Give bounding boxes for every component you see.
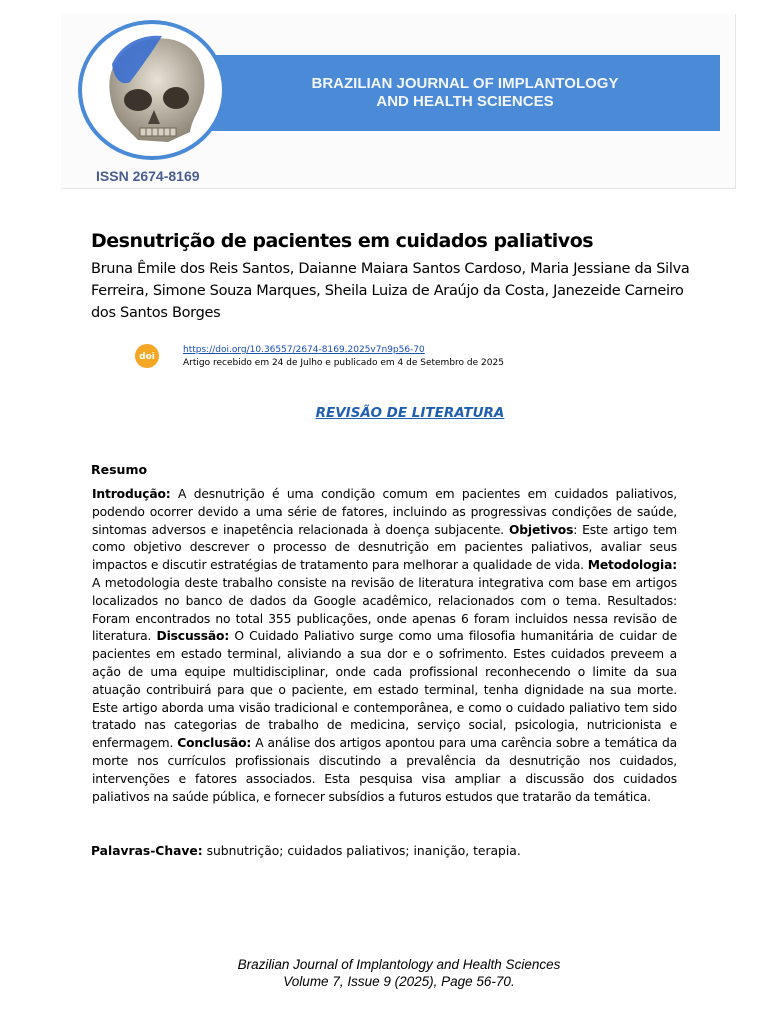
doi-icon <box>133 343 161 369</box>
conclusion-text: A análise dos artigos apontou para uma carência sobre a temática da morte nos currículos profissionais discutindo a prevalência da desnutrição nos cuidados, intervenções e fatores associados. Esta pesquisa visa ampliar a discussão dos cuidados paliativos na saúde pública, e fornecer subsídios a futuros estudos que tratarão da temática. <box>92 736 677 804</box>
footer-journal: Brazilian Journal of Implantology and Health Sciences <box>237 957 561 972</box>
keywords-text: subnutrição; cuidados paliativos; inanição, terapia. <box>202 844 521 858</box>
article-title: Desnutrição de pacientes em cuidados paliativos <box>91 230 594 252</box>
journal-name-line2: AND HEALTH SCIENCES <box>376 93 554 110</box>
methodology-label: Metodologia: <box>587 558 677 573</box>
discussion-label: Discussão: <box>156 629 230 644</box>
footer-citation: Volume 7, Issue 9 (2025), Page 56-70. <box>283 974 515 989</box>
journal-name-line1: BRAZILIAN JOURNAL OF IMPLANTOLOGY <box>311 75 619 92</box>
objectives-label: Objetivos <box>508 522 574 537</box>
article-authors: Bruna Êmile dos Reis Santos, Daianne Maiara Santos Cardoso, Maria Jessiane da Silva Ferreira, Simone Souza Marques, Sheila Luiza de Araújo da Costa, Janezeide Carneiro dos Santos Borges <box>91 261 690 321</box>
issn: ISSN 2674-8169 <box>96 168 200 184</box>
received-date: Artigo recebido em 24 de Julho e publicado em 4 de Setembro de 2025 <box>183 358 504 368</box>
intro-label: Introdução: <box>92 487 171 501</box>
abstract-body <box>92 486 677 806</box>
intro-text: A desnutrição é uma condição comum em pacientes em cuidados paliativos, podendo ocorrer devido a uma série de fatores, incluindo as progressivas condições de saúde, sintomas adversos e inapetência relacionada à doença subjacente. <box>92 487 677 537</box>
journal-name <box>150 75 720 111</box>
keywords-label: Palavras-Chave: <box>91 844 203 858</box>
conclusion-label: Conclusão: <box>177 736 252 751</box>
doi-link[interactable]: https://doi.org/10.36557/2674-8169.2025v7n9p56-70 <box>183 345 425 355</box>
keywords <box>91 844 521 858</box>
page-footer <box>0 956 768 990</box>
skull-logo-graphic <box>82 24 222 156</box>
doi-icon-label: doi <box>139 352 155 362</box>
article-type: REVISÃO DE LITERATURA <box>315 405 505 421</box>
abstract-heading: Resumo <box>91 462 148 477</box>
objectives-text: : Este artigo tem como objetivo descrever o processo de desnutrição em pacientes paliativos, avaliar seus impactos e discutir estratégias de tratamento para melhorar a qualidade de vida. <box>92 522 677 573</box>
discussion-text: O Cuidado Paliativo surge como uma filosofia humanitária de cuidar de pacientes em estado terminal, aliviando a sua dor e o sofrimento. Estes cuidados preveem a ação de uma equipe multidisciplinar, onde cada profissional reconhecendo o limite da sua atuação contribuirá para que o paciente, em estado terminal, tenha dignidade na sua morte. Este artigo aborda uma visão tradicional e contemporânea, e como o cuidado paliativo tem sido tratado nas categorias de trabalho de medicina, serviço social, psicologia, nutricionista e enfermagem. <box>92 629 677 751</box>
skull-logo-icon <box>78 20 226 160</box>
methodology-text: A metodologia deste trabalho consiste na revisão de literatura integrativa com base em artigos localizados no banco de dados da Google acadêmico, relacionados com o tema. Resultados: Foram encontrados no total 355 publicações, onde apenas 6 foram incluidos nessa revisão de literatura. <box>92 575 677 644</box>
